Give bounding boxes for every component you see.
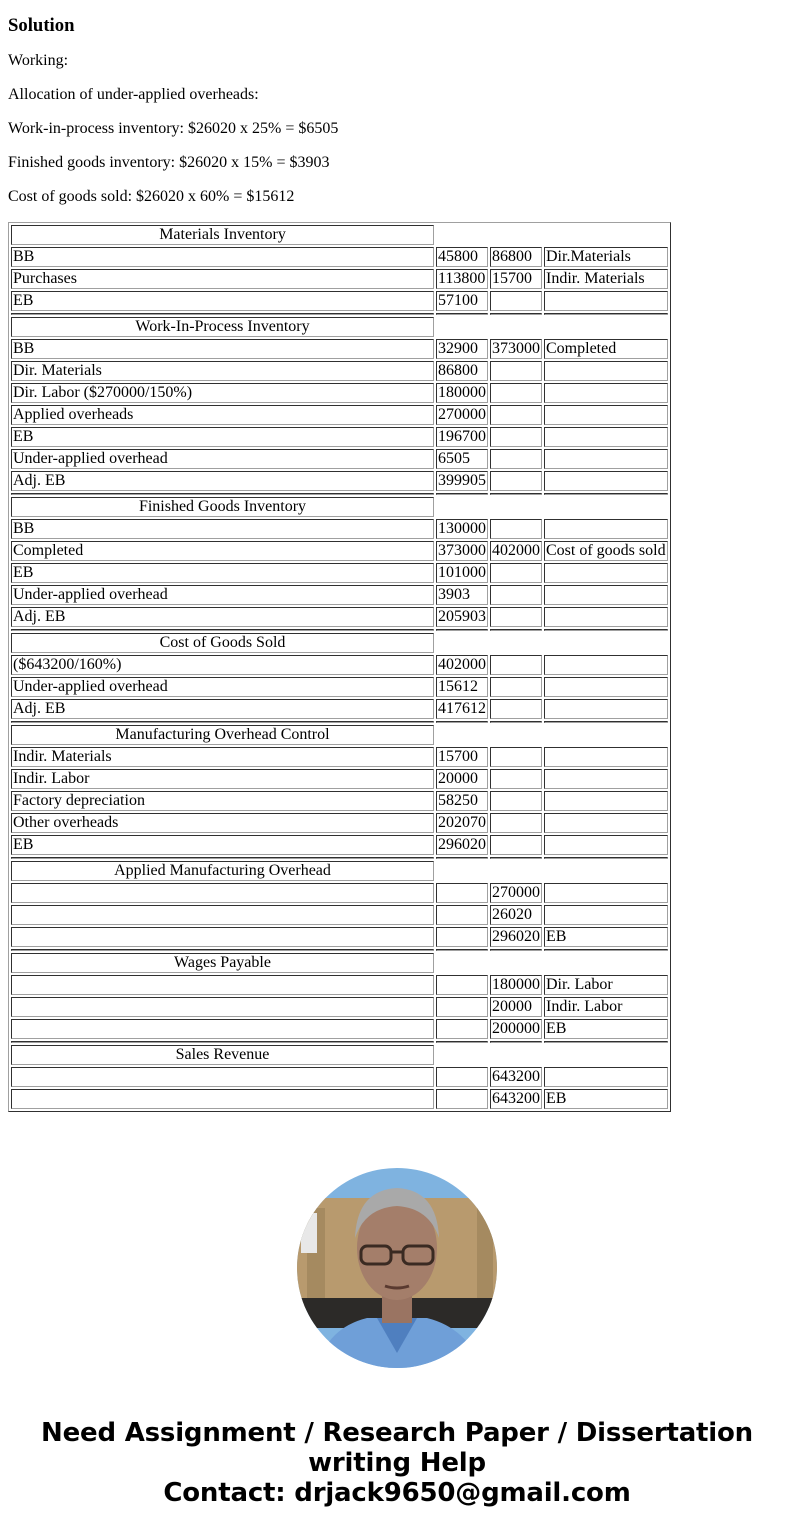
- separator-cell: [490, 493, 542, 495]
- credit-description: [544, 607, 668, 627]
- account-title-row: [11, 225, 668, 245]
- title-spacer: [436, 861, 668, 881]
- debit-amount: 6505: [436, 449, 488, 469]
- account-title-row: [11, 861, 668, 881]
- table-row: [11, 655, 668, 675]
- credit-description: [544, 813, 668, 833]
- description: [11, 927, 434, 947]
- credit-amount: [490, 791, 542, 811]
- credit-amount: 373000: [492, 340, 540, 357]
- credit-amount: [490, 563, 542, 583]
- description: [11, 1067, 434, 1087]
- separator-cell: [544, 493, 668, 495]
- credit-description: [544, 449, 668, 469]
- table-row: [11, 997, 668, 1017]
- credit-amount: [490, 427, 542, 447]
- description: [11, 997, 434, 1017]
- debit-amount: 101000: [438, 564, 486, 581]
- table-row: [11, 519, 668, 539]
- debit-amount: [436, 883, 488, 903]
- description: EB: [11, 563, 434, 583]
- separator-cell: [544, 313, 668, 315]
- contact-banner: [0, 1418, 794, 1508]
- description: BB: [11, 247, 434, 267]
- allocation-label: Allocation of under-applied overheads:: [8, 86, 259, 103]
- separator-cell: [490, 629, 542, 631]
- credit-amount: [490, 449, 542, 469]
- description: Applied overheads: [11, 405, 434, 425]
- debit-amount: 130000: [438, 520, 486, 537]
- table-row: [11, 883, 668, 903]
- fg-allocation-text: Finished goods inventory: $26020 x 15% = $3903: [8, 154, 330, 171]
- account-title-row: [11, 497, 668, 517]
- credit-description: Dir. Labor: [544, 975, 668, 995]
- separator-cell: [436, 629, 488, 631]
- cogs-allocation-text: Cost of goods sold: $26020 x 60% = $15612: [8, 188, 295, 205]
- debit-amount: [436, 905, 488, 925]
- description: Purchases: [11, 269, 434, 289]
- credit-description: [544, 677, 668, 697]
- separator-cell: [11, 1041, 434, 1043]
- credit-description: [544, 427, 668, 447]
- table-row: [11, 361, 668, 381]
- debit-amount: 20000: [436, 769, 488, 789]
- credit-amount: [490, 519, 542, 539]
- title-spacer: [436, 497, 668, 517]
- credit-description: Completed: [544, 339, 668, 359]
- separator-cell: [544, 1041, 668, 1043]
- table-row: [11, 427, 668, 447]
- description: Indir. Materials: [11, 747, 434, 767]
- account-title-row: [11, 953, 668, 973]
- account-title: Wages Payable: [11, 953, 434, 973]
- account-title: Sales Revenue: [11, 1045, 434, 1065]
- debit-amount: 45800: [436, 247, 488, 267]
- credit-amount: 270000: [492, 884, 540, 901]
- title-spacer: [436, 953, 668, 973]
- debit-amount: [436, 975, 488, 995]
- table-row: [11, 383, 668, 403]
- credit-amount: [490, 471, 542, 491]
- table-row: [11, 449, 668, 469]
- separator-cell: [490, 949, 542, 951]
- account-title: Materials Inventory: [11, 225, 434, 245]
- table-row: [11, 247, 668, 267]
- debit-amount: [436, 1067, 488, 1087]
- separator-cell: [11, 493, 434, 495]
- separator-cell: [544, 721, 668, 723]
- debit-amount: [436, 927, 488, 947]
- separator-cell: [436, 313, 488, 315]
- separator-cell: [11, 721, 434, 723]
- credit-description: [544, 769, 668, 789]
- credit-description: [544, 699, 668, 719]
- credit-description: [544, 905, 668, 925]
- credit-description: EB: [544, 1019, 668, 1039]
- credit-amount: [490, 291, 542, 311]
- debit-amount: [436, 1089, 488, 1109]
- table-row: [11, 975, 668, 995]
- title-spacer: [436, 225, 668, 245]
- credit-description: Indir. Materials: [544, 269, 668, 289]
- credit-amount: 643200: [492, 1068, 540, 1085]
- account-separator: [11, 949, 668, 951]
- separator-cell: [436, 857, 488, 859]
- description: BB: [11, 519, 434, 539]
- banner-line-1: Need Assignment / Research Paper / Dissertation: [41, 1418, 753, 1448]
- credit-description: [544, 883, 668, 903]
- description: ($643200/160%): [11, 655, 434, 675]
- credit-description: [544, 291, 668, 311]
- credit-description: EB: [544, 927, 668, 947]
- table-row: [11, 1089, 668, 1109]
- credit-description: EB: [544, 1089, 668, 1109]
- table-row: [11, 541, 668, 561]
- table-row: [11, 813, 668, 833]
- debit-amount: 3903: [436, 585, 488, 605]
- account-title-row: [11, 633, 668, 653]
- credit-amount: [490, 655, 542, 675]
- description: Under-applied overhead: [11, 449, 434, 469]
- credit-description: [544, 361, 668, 381]
- title-spacer: [436, 1045, 668, 1065]
- table-row: [11, 563, 668, 583]
- credit-amount: [490, 383, 542, 403]
- credit-description: [544, 471, 668, 491]
- description: Completed: [11, 541, 434, 561]
- description: [11, 1019, 434, 1039]
- title-spacer: [436, 725, 668, 745]
- description: Other overheads: [11, 813, 434, 833]
- t-accounts-table: [8, 222, 671, 1112]
- table-row: [11, 747, 668, 767]
- credit-description: [544, 835, 668, 855]
- table-row: [11, 291, 668, 311]
- credit-description: Cost of goods sold: [544, 541, 668, 561]
- debit-amount: 113800: [436, 269, 488, 289]
- credit-amount: [490, 405, 542, 425]
- debit-amount: 402000: [438, 656, 486, 673]
- t-accounts-body: [11, 225, 668, 1109]
- credit-description: [544, 405, 668, 425]
- banner-line-2: writing Help: [308, 1448, 486, 1478]
- table-row: [11, 677, 668, 697]
- credit-description: [544, 563, 668, 583]
- credit-amount: 20000: [490, 997, 542, 1017]
- debit-amount: [436, 997, 488, 1017]
- debit-amount: 196700: [438, 428, 486, 445]
- account-separator: [11, 721, 668, 723]
- credit-amount: 643200: [492, 1090, 540, 1107]
- description: BB: [11, 339, 434, 359]
- separator-cell: [11, 313, 434, 315]
- credit-amount: [490, 699, 542, 719]
- separator-cell: [11, 949, 434, 951]
- credit-amount: [490, 813, 542, 833]
- description: Adj. EB: [11, 471, 434, 491]
- solution-heading: Solution: [8, 15, 75, 36]
- separator-cell: [436, 949, 488, 951]
- credit-description: [544, 791, 668, 811]
- separator-cell: [436, 493, 488, 495]
- table-row: [11, 769, 668, 789]
- account-separator: [11, 313, 668, 315]
- credit-amount: [490, 677, 542, 697]
- debit-amount: 202070: [438, 814, 486, 831]
- account-separator: [11, 1041, 668, 1043]
- debit-amount: 399905: [438, 472, 486, 489]
- description: [11, 905, 434, 925]
- table-row: [11, 405, 668, 425]
- debit-amount: 270000: [438, 406, 486, 423]
- description: Factory depreciation: [11, 791, 434, 811]
- separator-cell: [436, 1041, 488, 1043]
- description: Dir. Labor ($270000/150%): [11, 383, 434, 403]
- debit-amount: 58250: [436, 791, 488, 811]
- debit-amount: 180000: [438, 384, 486, 401]
- credit-amount: 26020: [490, 905, 542, 925]
- credit-amount: 15700: [490, 269, 542, 289]
- debit-amount: 417612: [438, 700, 486, 717]
- credit-description: [544, 747, 668, 767]
- table-row: [11, 607, 668, 627]
- debit-amount: 15700: [436, 747, 488, 767]
- separator-cell: [490, 857, 542, 859]
- debit-amount: 32900: [436, 339, 488, 359]
- table-row: [11, 835, 668, 855]
- description: [11, 975, 434, 995]
- author-avatar: [297, 1168, 497, 1368]
- separator-cell: [490, 313, 542, 315]
- debit-amount: [436, 1019, 488, 1039]
- title-spacer: [436, 317, 668, 337]
- debit-amount: 296020: [438, 836, 486, 853]
- description: EB: [11, 835, 434, 855]
- account-separator: [11, 493, 668, 495]
- debit-amount: 15612: [436, 677, 488, 697]
- separator-cell: [436, 721, 488, 723]
- credit-description: Dir.Materials: [544, 247, 668, 267]
- credit-description: Indir. Labor: [544, 997, 668, 1017]
- credit-amount: [490, 835, 542, 855]
- credit-amount: [490, 769, 542, 789]
- banner-contact-email: Contact: drjack9650@gmail.com: [163, 1478, 631, 1508]
- table-row: [11, 699, 668, 719]
- table-row: [11, 791, 668, 811]
- table-row: [11, 927, 668, 947]
- credit-amount: [490, 585, 542, 605]
- description: Adj. EB: [11, 607, 434, 627]
- credit-description: [544, 655, 668, 675]
- separator-cell: [11, 857, 434, 859]
- credit-description: [544, 1067, 668, 1087]
- table-row: [11, 269, 668, 289]
- table-row: [11, 1019, 668, 1039]
- debit-amount: 57100: [436, 291, 488, 311]
- description: [11, 883, 434, 903]
- debit-amount: 205903: [438, 608, 486, 625]
- credit-amount: 296020: [492, 928, 540, 945]
- account-title: Applied Manufacturing Overhead: [11, 861, 434, 881]
- table-row: [11, 471, 668, 491]
- table-row: [11, 905, 668, 925]
- table-row: [11, 339, 668, 359]
- credit-amount: [490, 361, 542, 381]
- separator-cell: [544, 857, 668, 859]
- account-title: Manufacturing Overhead Control: [11, 725, 434, 745]
- description: EB: [11, 427, 434, 447]
- credit-amount: 86800: [490, 247, 542, 267]
- solution-document: [0, 15, 794, 1112]
- account-title-row: [11, 317, 668, 337]
- separator-cell: [544, 949, 668, 951]
- separator-cell: [11, 629, 434, 631]
- table-row: [11, 585, 668, 605]
- description: EB: [11, 291, 434, 311]
- credit-description: [544, 383, 668, 403]
- account-separator: [11, 629, 668, 631]
- working-label: Working:: [8, 52, 69, 69]
- credit-amount: [490, 747, 542, 767]
- person-photo-icon: [297, 1168, 497, 1368]
- description: Under-applied overhead: [11, 677, 434, 697]
- credit-amount: [490, 607, 542, 627]
- title-spacer: [436, 633, 668, 653]
- separator-cell: [544, 629, 668, 631]
- description: Dir. Materials: [11, 361, 434, 381]
- description: Under-applied overhead: [11, 585, 434, 605]
- credit-description: [544, 585, 668, 605]
- wip-allocation-text: Work-in-process inventory: $26020 x 25% = $6505: [8, 120, 339, 137]
- account-title-row: [11, 1045, 668, 1065]
- debit-amount: 86800: [436, 361, 488, 381]
- credit-amount: 402000: [492, 542, 540, 559]
- account-title: Cost of Goods Sold: [11, 633, 434, 653]
- credit-amount: 200000: [492, 1020, 540, 1037]
- credit-amount: 180000: [492, 976, 540, 993]
- account-title-row: [11, 725, 668, 745]
- account-separator: [11, 857, 668, 859]
- separator-cell: [490, 1041, 542, 1043]
- table-row: [11, 1067, 668, 1087]
- debit-amount: 373000: [438, 542, 486, 559]
- description: Indir. Labor: [11, 769, 434, 789]
- account-title: Work-In-Process Inventory: [11, 317, 434, 337]
- credit-description: [544, 519, 668, 539]
- account-title: Finished Goods Inventory: [11, 497, 434, 517]
- description: Adj. EB: [11, 699, 434, 719]
- description: [11, 1089, 434, 1109]
- separator-cell: [490, 721, 542, 723]
